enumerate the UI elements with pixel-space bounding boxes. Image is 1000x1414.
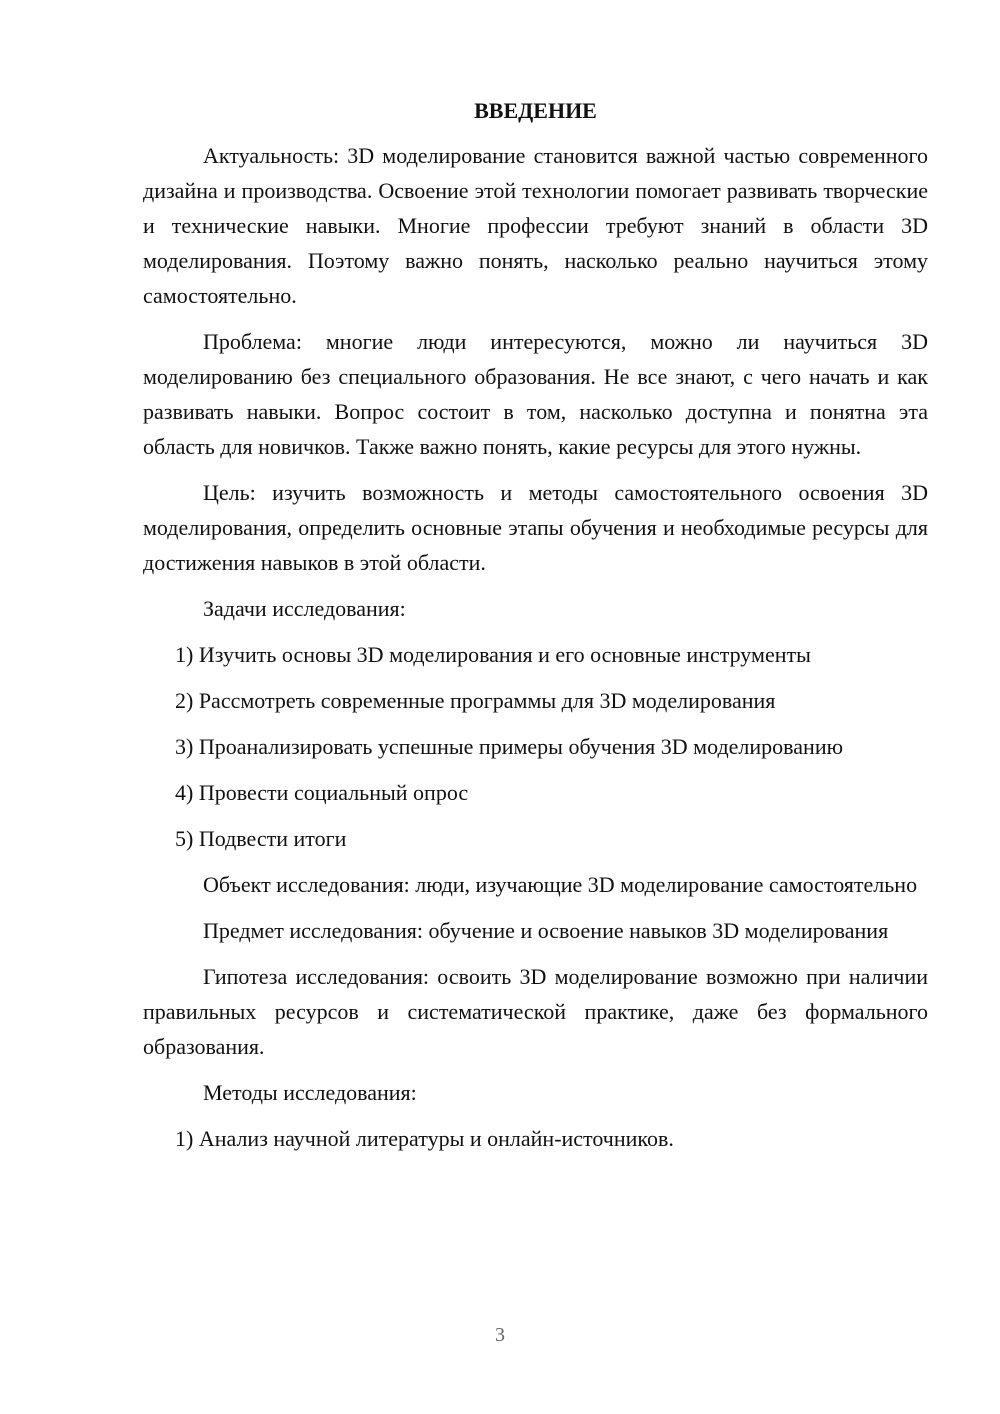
tasks-heading: Задачи исследования: bbox=[203, 596, 406, 621]
page-content bbox=[143, 93, 928, 1167]
paragraph-object: Объект исследования: люди, изучающие 3D моделирование самостоятельно bbox=[203, 872, 918, 897]
task-item-1: 1) Изучить основы 3D моделирования и его основные инструменты bbox=[175, 642, 811, 667]
paragraph-relevance: Актуальность: 3D моделирование становится важной частью современного дизайна и производства. Освоение этой технологии помогает развивать творческие и технические навыки. Многие профессии требуют знаний в области 3D моделирования. Поэтому важно понять, насколько реально научиться этому самостоятельно. bbox=[143, 143, 928, 308]
section-title: ВВЕДЕНИЕ bbox=[474, 98, 597, 123]
methods-heading: Методы исследования: bbox=[203, 1080, 417, 1105]
page-number: 3 bbox=[495, 1324, 505, 1346]
paragraph-subject: Предмет исследования: обучение и освоение навыков 3D моделирования bbox=[203, 918, 889, 943]
task-item-5: 5) Подвести итоги bbox=[175, 826, 347, 851]
task-item-3: 3) Проанализировать успешные примеры обучения 3D моделированию bbox=[175, 734, 844, 759]
task-item-4: 4) Провести социальный опрос bbox=[175, 780, 469, 805]
task-item-2: 2) Рассмотреть современные программы для 3D моделирования bbox=[175, 688, 776, 713]
paragraph-goal: Цель: изучить возможность и методы самостоятельного освоения 3D моделирования, определить основные этапы обучения и необходимые ресурсы для достижения навыков в этой области. bbox=[143, 480, 928, 575]
paragraph-hypothesis: Гипотеза исследования: освоить 3D моделирование возможно при наличии правильных ресурсов и систематической практике, даже без формального образования. bbox=[143, 964, 928, 1059]
paragraph-problem: Проблема: многие люди интересуются, можно ли научиться 3D моделированию без специального образования. Не все знают, с чего начать и как развивать навыки. Вопрос состоит в том, насколько доступна и понятна эта область для новичков. Также важно понять, какие ресурсы для этого нужны. bbox=[143, 329, 928, 459]
method-item-1: 1) Анализ научной литературы и онлайн-источников. bbox=[175, 1126, 674, 1151]
